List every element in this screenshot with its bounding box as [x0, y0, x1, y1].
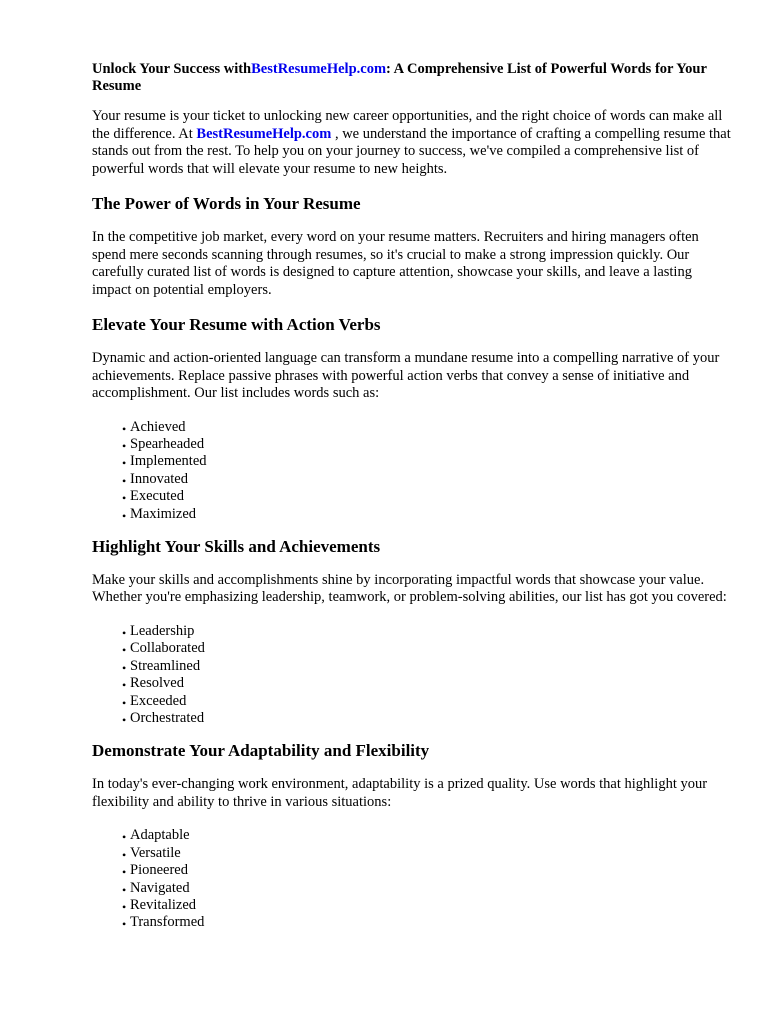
list-item: • Spearheaded: [122, 436, 732, 453]
intro-text-before: Your resume is your ticket to unlocking new career opportunities, and the right choice of words can make all the difference. At: [92, 108, 723, 142]
list-item: • Implemented: [122, 453, 732, 470]
intro-link[interactable]: BestResumeHelp.com: [196, 125, 332, 142]
list-item: • Collaborated: [122, 640, 732, 657]
section-paragraph: In today's ever-changing work environment, adaptability is a prized quality. Use words that highlight your flexibility and ability to thrive in various situations:: [92, 776, 708, 810]
section-paragraph: Dynamic and action-oriented language can transform a mundane resume into a compelling narrative of your achievements. Replace passive phrases with powerful action verbs that convey a sense of initiative and accomplishment. Our list includes words such as:: [92, 350, 720, 401]
list-item: • Maximized: [122, 506, 732, 523]
title-prefix: Unlock Your Success with: [92, 61, 252, 77]
list-item: • Exceeded: [122, 693, 732, 710]
list-item: • Versatile: [122, 845, 732, 862]
list-item: • Leadership: [122, 623, 732, 640]
list-item: • Adaptable: [122, 827, 732, 844]
action-verbs-list: [92, 419, 732, 523]
list-item: • Orchestrated: [122, 710, 732, 727]
title-suffix: : A Comprehensive List of Powerful Words for Your Resume: [92, 61, 707, 94]
section-paragraph: Make your skills and accomplishments shine by incorporating impactful words that showcase your value. Whether you're emphasizing leadership, teamwork, or problem-solving abilities, our list has got you covered:: [92, 571, 727, 606]
list-item: • Innovated: [122, 471, 732, 488]
section-heading: Highlight Your Skills and Achievements: [92, 536, 381, 556]
document-content: [92, 61, 732, 946]
adaptability-list: [92, 827, 732, 931]
section-heading: Elevate Your Resume with Action Verbs: [92, 315, 381, 334]
section-heading: The Power of Words in Your Resume: [92, 194, 361, 213]
list-item: • Resolved: [122, 675, 732, 692]
section-paragraph: In the competitive job market, every word on your resume matters. Recruiters and hiring managers often spend mere seconds scanning through resumes, so it's crucial to make a strong impression quickly. Our carefully curated list of words is designed to capture attention, showcase your skills, and leave a lasting impact on potential employers.: [92, 229, 699, 298]
list-item: • Navigated: [122, 880, 732, 897]
skills-list: [92, 623, 732, 727]
title-link[interactable]: BestResumeHelp.com: [251, 61, 387, 77]
intro-paragraph: [92, 108, 732, 178]
list-item: • Pioneered: [122, 862, 732, 879]
document-title: [92, 61, 732, 95]
intro-text-after: , we understand the importance of crafting a compelling resume that stands out from the rest. To help you on your journey to success, we've compiled a comprehensive list of powerful words that will elevate your resume to new heights.: [92, 125, 731, 177]
list-item: • Executed: [122, 488, 732, 505]
list-item: • Revitalized: [122, 897, 732, 914]
section-heading: Demonstrate Your Adaptability and Flexibility: [92, 741, 430, 761]
list-item: • Transformed: [122, 914, 732, 931]
list-item: • Streamlined: [122, 658, 732, 675]
list-item: • Achieved: [122, 419, 732, 436]
